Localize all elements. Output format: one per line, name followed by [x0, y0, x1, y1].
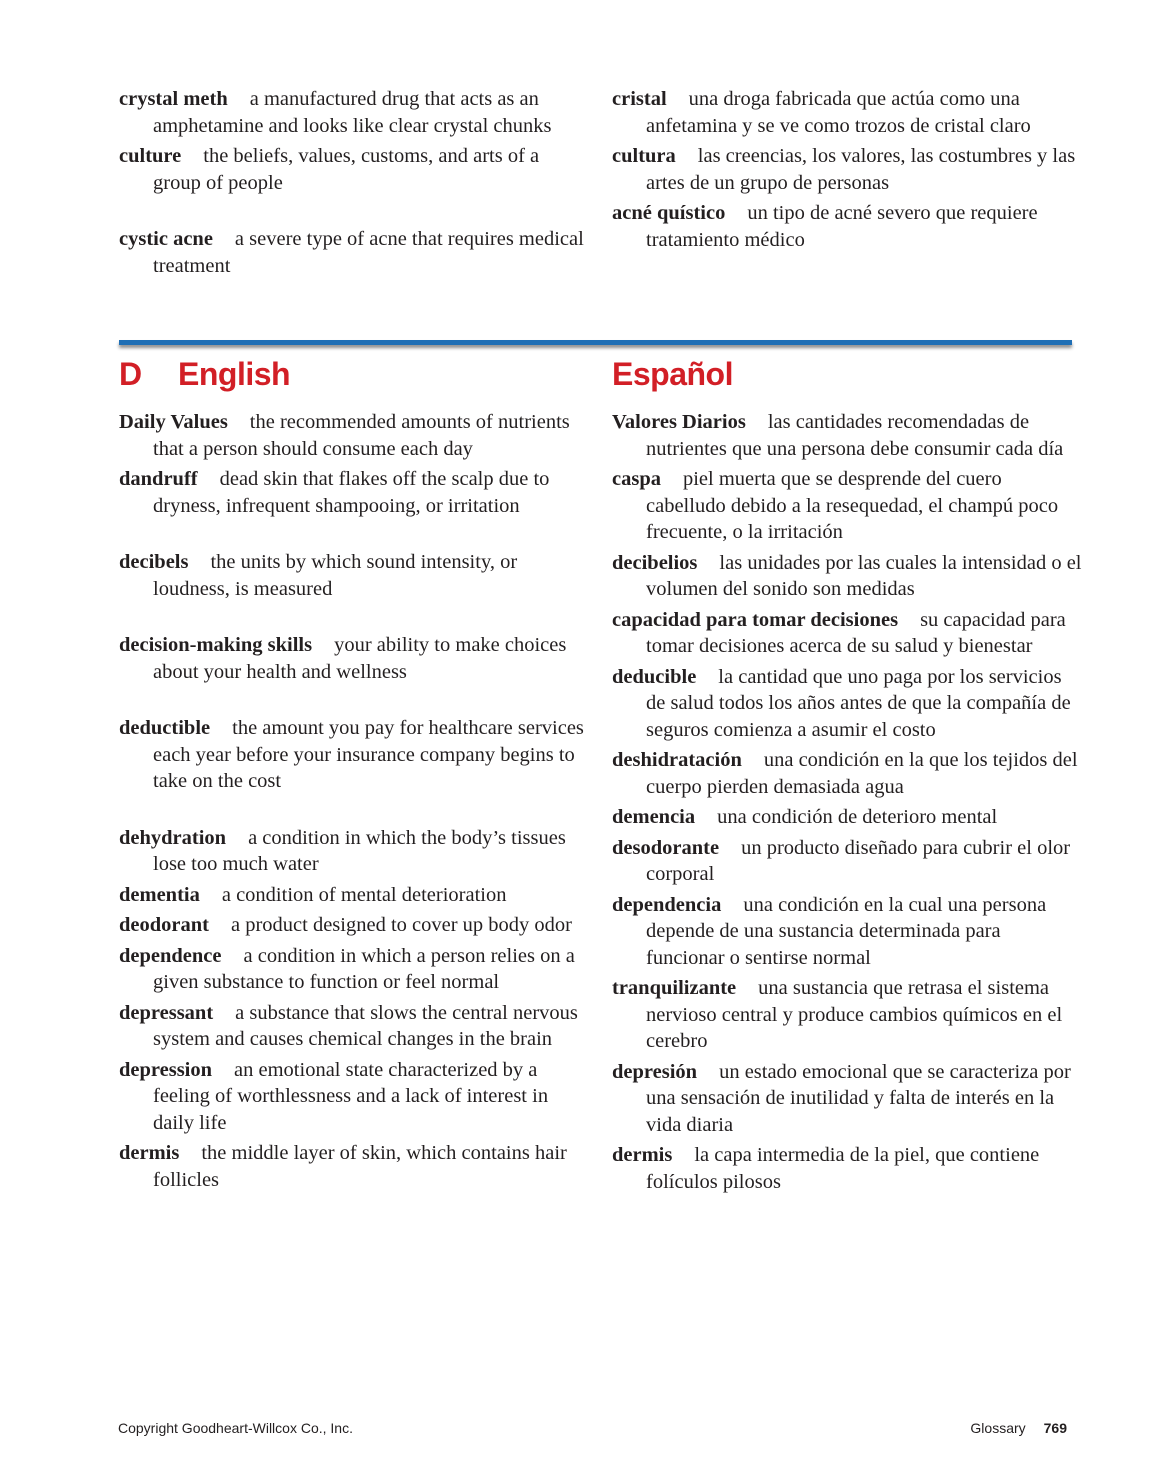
entry-definition: a condition in which a person relies on a given substance to function or feel normal: [153, 944, 575, 993]
glossary-entry: [119, 143, 589, 196]
entry-definition: the recommended amounts of nutrients that a person should consume each day: [153, 411, 570, 460]
footer-section-label: Glossary: [970, 1420, 1026, 1436]
entry-term: decision-making skills: [119, 634, 313, 656]
glossary-entry: [119, 912, 589, 939]
entry-definition: una condición en la que los tejidos del cuerpo pierden demasiada agua: [646, 749, 1078, 798]
page-footer: [970, 1418, 1067, 1438]
entry-term: capacidad para tomar decisiones: [612, 608, 899, 631]
glossary-entry: [119, 86, 589, 139]
glossary-entry: [612, 892, 1082, 972]
entry-term: dementia: [119, 883, 200, 906]
entry-term: depression: [119, 1058, 213, 1081]
entry-term: deductible: [119, 717, 211, 739]
entry-term: desodorante: [612, 836, 720, 859]
glossary-entry: [119, 1057, 589, 1137]
entry-term: cristal: [612, 88, 667, 110]
entry-definition: a substance that slows the central nervous system and causes chemical changes in the brain: [153, 1001, 578, 1050]
entry-definition: un producto diseñado para cubrir el olor corporal: [646, 836, 1071, 885]
glossary-entry: [612, 664, 1082, 744]
glossary-entry: [119, 825, 589, 878]
glossary-entry: [119, 715, 589, 795]
entry-term: dermis: [612, 1144, 673, 1166]
d-spanish-column: [612, 409, 1082, 1195]
glossary-entry: [119, 882, 589, 909]
entry-definition: su capacidad para tomar decisiones acerca de su salud y bienestar: [646, 608, 1066, 657]
entry-definition: las creencias, los valores, las costumbres y las artes de un grupo de personas: [646, 145, 1076, 194]
entry-term: Daily Values: [119, 411, 228, 433]
entry-definition: una droga fabricada que actúa como una anfetamina y se ve como trozos de cristal claro: [646, 88, 1031, 137]
entry-definition: a product designed to cover up body odor: [230, 914, 572, 936]
entry-definition: la capa intermedia de la piel, que contiene folículos pilosos: [646, 1144, 1040, 1193]
english-heading: English: [178, 356, 291, 392]
entry-term: deodorant: [119, 914, 209, 936]
entry-definition: the middle layer of skin, which contains hair follicles: [153, 1142, 567, 1191]
section-divider: [119, 340, 1072, 345]
entry-term: dermis: [119, 1142, 180, 1164]
glossary-entry: [119, 409, 589, 462]
d-english-column: [119, 409, 589, 1193]
glossary-entry: [612, 409, 1082, 462]
glossary-entry: [119, 549, 589, 602]
entry-definition: the units by which sound intensity, or loudness, is measured: [153, 551, 518, 600]
glossary-entry: [612, 607, 1082, 660]
entry-term: decibelios: [612, 551, 698, 574]
entry-term: dependence: [119, 944, 222, 967]
glossary-entry: [612, 835, 1082, 888]
entry-term: depressant: [119, 1001, 214, 1024]
entry-term: demencia: [612, 806, 696, 828]
entry-definition: las cantidades recomendadas de nutrientes que una persona debe consumir cada día: [646, 411, 1064, 460]
glossary-entry: [119, 632, 589, 685]
entry-term: caspa: [612, 468, 661, 490]
top-english-column: [119, 86, 589, 279]
entry-term: acné quístico: [612, 202, 726, 224]
top-spanish-column: [612, 86, 1082, 253]
entry-definition: a severe type of acne that requires medical treatment: [153, 228, 584, 277]
entry-term: dandruff: [119, 468, 198, 490]
glossary-entry: [612, 1059, 1082, 1139]
glossary-entry: [119, 1000, 589, 1053]
entry-definition: una condición de deterioro mental: [717, 806, 998, 828]
spanish-heading: Español: [612, 356, 733, 392]
entry-definition: the beliefs, values, customs, and arts of a group of people: [153, 145, 540, 194]
entry-definition: un estado emocional que se caracteriza por una sensación de inutilidad y falta de interés en la vida diaria: [646, 1060, 1071, 1136]
entry-definition: dead skin that flakes off the scalp due to dryness, infrequent shampooing, or irritation: [153, 468, 550, 517]
glossary-entry: [612, 747, 1082, 800]
glossary-entry: [612, 804, 1082, 831]
entry-definition: la cantidad que uno paga por los servicios de salud todos los años antes de que la compañía de seguros comienza a asumir el costo: [646, 665, 1071, 741]
entry-term: decibels: [119, 551, 189, 573]
entry-definition: a condition in which the body’s tissues lose too much water: [153, 826, 566, 875]
entry-term: dependencia: [612, 893, 722, 916]
entry-definition: una condición en la cual una persona depende de una sustancia determinada para funcionar o sentirse normal: [646, 893, 1047, 969]
section-letter: D: [119, 356, 142, 392]
entry-definition: a condition of mental deterioration: [221, 883, 507, 906]
glossary-entry: [119, 466, 589, 519]
glossary-entry: [612, 550, 1082, 603]
page-number: 769: [1043, 1420, 1067, 1436]
entry-term: cystic acne: [119, 228, 213, 250]
entry-definition: a manufactured drug that acts as an amphetamine and looks like clear crystal chunks: [153, 88, 552, 137]
entry-term: tranquilizante: [612, 977, 737, 999]
entry-term: cultura: [612, 145, 676, 167]
entry-term: depresión: [612, 1060, 698, 1083]
entry-definition: piel muerta que se desprende del cuero cabelludo debido a la resequedad, el champú poco frecuente, o la irritación: [646, 468, 1059, 543]
entry-definition: una sustancia que retrasa el sistema nervioso central y produce cambios químicos en el cerebro: [646, 977, 1063, 1052]
entry-definition: the amount you pay for healthcare services each year before your insurance company begins to take on the cost: [153, 717, 584, 792]
glossary-entry: [612, 1142, 1082, 1195]
glossary-entry: [612, 143, 1082, 196]
glossary-entry: [119, 226, 589, 279]
entry-definition: your ability to make choices about your health and wellness: [153, 634, 567, 683]
entry-term: Valores Diarios: [612, 411, 746, 433]
entry-term: deducible: [612, 665, 697, 688]
glossary-entry: [612, 975, 1082, 1055]
entry-term: crystal meth: [119, 88, 228, 110]
copyright-notice: Copyright Goodheart-Willcox Co., Inc.: [118, 1420, 353, 1436]
entry-term: deshidratación: [612, 749, 742, 771]
entry-definition: an emotional state characterized by a feeling of worthlessness and a lack of interest in daily life: [153, 1058, 549, 1134]
glossary-entry: [612, 86, 1082, 139]
entry-definition: un tipo de acné severo que requiere tratamiento médico: [646, 202, 1038, 251]
glossary-entry: [119, 1140, 589, 1193]
entry-definition: las unidades por las cuales la intensidad o el volumen del sonido son medidas: [646, 551, 1082, 600]
glossary-entry: [119, 943, 589, 996]
entry-term: culture: [119, 145, 182, 167]
glossary-entry: [612, 200, 1082, 253]
glossary-entry: [612, 466, 1082, 546]
entry-term: dehydration: [119, 826, 227, 849]
